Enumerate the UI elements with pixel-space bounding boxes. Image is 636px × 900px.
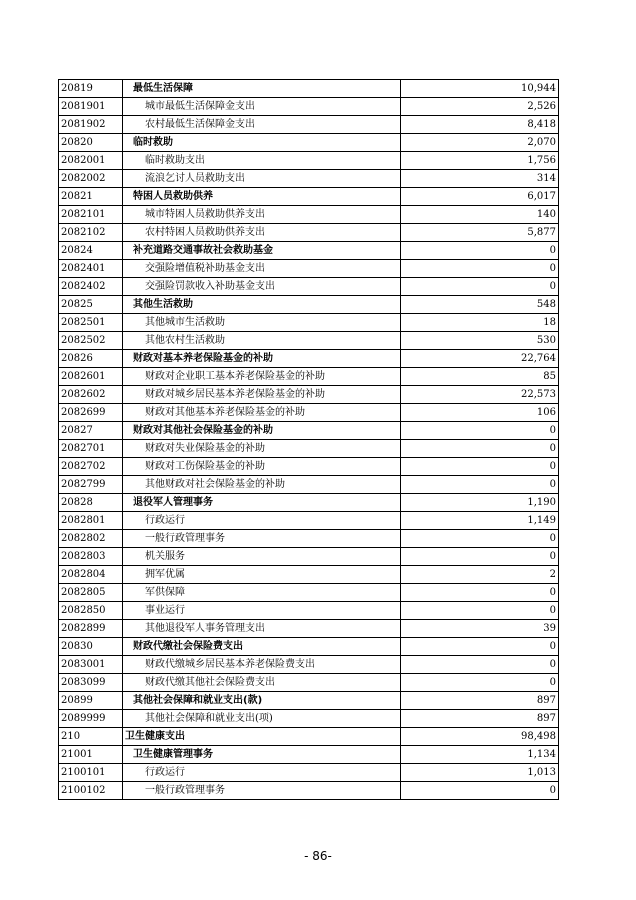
row-name: 财政对工伤保险基金的补助 bbox=[123, 458, 401, 476]
row-code: 2082702 bbox=[59, 458, 123, 476]
table-row bbox=[59, 656, 559, 674]
row-name: 财政代缴其他社会保险费支出 bbox=[123, 674, 401, 692]
row-code: 20828 bbox=[59, 494, 123, 512]
table-row bbox=[59, 350, 559, 368]
row-amount: 548 bbox=[401, 296, 559, 314]
row-name: 一般行政管理事务 bbox=[123, 782, 401, 800]
table-row bbox=[59, 458, 559, 476]
row-name: 一般行政管理事务 bbox=[123, 530, 401, 548]
row-code: 2082805 bbox=[59, 584, 123, 602]
table-row bbox=[59, 206, 559, 224]
row-code: 20824 bbox=[59, 242, 123, 260]
table-row bbox=[59, 692, 559, 710]
row-code: 2082402 bbox=[59, 278, 123, 296]
row-amount: 0 bbox=[401, 602, 559, 620]
row-code: 2100102 bbox=[59, 782, 123, 800]
row-code: 2082502 bbox=[59, 332, 123, 350]
row-name: 行政运行 bbox=[123, 764, 401, 782]
row-name: 退役军人管理事务 bbox=[123, 494, 401, 512]
row-code: 20830 bbox=[59, 638, 123, 656]
row-amount: 8,418 bbox=[401, 116, 559, 134]
row-amount: 6,017 bbox=[401, 188, 559, 206]
row-amount: 0 bbox=[401, 458, 559, 476]
row-code: 2082701 bbox=[59, 440, 123, 458]
row-code: 20827 bbox=[59, 422, 123, 440]
table-row bbox=[59, 368, 559, 386]
row-name: 其他财政对社会保险基金的补助 bbox=[123, 476, 401, 494]
row-name: 其他社会保障和就业支出(项) bbox=[123, 710, 401, 728]
row-code: 2082899 bbox=[59, 620, 123, 638]
table-row bbox=[59, 116, 559, 134]
row-amount: 0 bbox=[401, 242, 559, 260]
row-amount: 0 bbox=[401, 422, 559, 440]
row-code: 2081902 bbox=[59, 116, 123, 134]
table-row bbox=[59, 404, 559, 422]
row-amount: 39 bbox=[401, 620, 559, 638]
row-amount: 10,944 bbox=[401, 80, 559, 98]
row-name: 拥军优属 bbox=[123, 566, 401, 584]
row-name: 交强险增值税补助基金支出 bbox=[123, 260, 401, 278]
row-amount: 1,190 bbox=[401, 494, 559, 512]
row-amount: 1,134 bbox=[401, 746, 559, 764]
row-amount: 314 bbox=[401, 170, 559, 188]
row-amount: 2 bbox=[401, 566, 559, 584]
table-row bbox=[59, 260, 559, 278]
row-amount: 2,070 bbox=[401, 134, 559, 152]
row-code: 20821 bbox=[59, 188, 123, 206]
table-row bbox=[59, 638, 559, 656]
row-name: 农村特困人员救助供养支出 bbox=[123, 224, 401, 242]
table-row bbox=[59, 422, 559, 440]
row-name: 补充道路交通事故社会救助基金 bbox=[123, 242, 401, 260]
row-amount: 0 bbox=[401, 548, 559, 566]
row-code: 2082002 bbox=[59, 170, 123, 188]
table-row bbox=[59, 782, 559, 800]
row-amount: 0 bbox=[401, 476, 559, 494]
row-code: 2083001 bbox=[59, 656, 123, 674]
row-code: 2082804 bbox=[59, 566, 123, 584]
row-name: 城市特困人员救助供养支出 bbox=[123, 206, 401, 224]
row-code: 210 bbox=[59, 728, 123, 746]
table-row bbox=[59, 314, 559, 332]
row-name: 卫生健康支出 bbox=[123, 728, 401, 746]
page-number: - 86- bbox=[304, 849, 332, 863]
table-row bbox=[59, 80, 559, 98]
row-code: 2082102 bbox=[59, 224, 123, 242]
row-name: 农村最低生活保障金支出 bbox=[123, 116, 401, 134]
row-name: 城市最低生活保障金支出 bbox=[123, 98, 401, 116]
row-name: 其他农村生活救助 bbox=[123, 332, 401, 350]
row-name: 财政对基本养老保险基金的补助 bbox=[123, 350, 401, 368]
table-row bbox=[59, 296, 559, 314]
row-name: 财政对城乡居民基本养老保险基金的补助 bbox=[123, 386, 401, 404]
table-row bbox=[59, 728, 559, 746]
row-amount: 0 bbox=[401, 260, 559, 278]
row-name: 其他城市生活救助 bbox=[123, 314, 401, 332]
row-amount: 22,764 bbox=[401, 350, 559, 368]
table-row bbox=[59, 278, 559, 296]
row-amount: 140 bbox=[401, 206, 559, 224]
row-amount: 0 bbox=[401, 278, 559, 296]
row-code: 20899 bbox=[59, 692, 123, 710]
table-row bbox=[59, 152, 559, 170]
row-amount: 2,526 bbox=[401, 98, 559, 116]
row-code: 2082799 bbox=[59, 476, 123, 494]
row-code: 20825 bbox=[59, 296, 123, 314]
row-code: 2081901 bbox=[59, 98, 123, 116]
row-amount: 0 bbox=[401, 638, 559, 656]
table-row bbox=[59, 710, 559, 728]
row-amount: 0 bbox=[401, 674, 559, 692]
row-code: 2082101 bbox=[59, 206, 123, 224]
row-name: 财政代缴社会保险费支出 bbox=[123, 638, 401, 656]
row-amount: 5,877 bbox=[401, 224, 559, 242]
row-amount: 0 bbox=[401, 440, 559, 458]
row-name: 军供保障 bbox=[123, 584, 401, 602]
row-amount: 1,013 bbox=[401, 764, 559, 782]
row-name: 最低生活保障 bbox=[123, 80, 401, 98]
table-row bbox=[59, 494, 559, 512]
row-name: 流浪乞讨人员救助支出 bbox=[123, 170, 401, 188]
row-name: 行政运行 bbox=[123, 512, 401, 530]
table-row bbox=[59, 764, 559, 782]
table-row bbox=[59, 476, 559, 494]
row-name: 其他生活救助 bbox=[123, 296, 401, 314]
row-amount: 0 bbox=[401, 530, 559, 548]
row-code: 20819 bbox=[59, 80, 123, 98]
row-amount: 0 bbox=[401, 656, 559, 674]
row-amount: 1,756 bbox=[401, 152, 559, 170]
row-name: 财政代缴城乡居民基本养老保险费支出 bbox=[123, 656, 401, 674]
row-amount: 106 bbox=[401, 404, 559, 422]
row-amount: 0 bbox=[401, 782, 559, 800]
row-code: 2082001 bbox=[59, 152, 123, 170]
row-code: 2082801 bbox=[59, 512, 123, 530]
table-row bbox=[59, 224, 559, 242]
row-name: 卫生健康管理事务 bbox=[123, 746, 401, 764]
budget-table-body bbox=[59, 80, 559, 800]
row-name: 机关服务 bbox=[123, 548, 401, 566]
row-name: 交强险罚款收入补助基金支出 bbox=[123, 278, 401, 296]
table-row bbox=[59, 440, 559, 458]
table-row bbox=[59, 134, 559, 152]
table-row bbox=[59, 242, 559, 260]
row-name: 临时救助 bbox=[123, 134, 401, 152]
row-code: 2082501 bbox=[59, 314, 123, 332]
table-row bbox=[59, 530, 559, 548]
table-row bbox=[59, 620, 559, 638]
table-row bbox=[59, 512, 559, 530]
row-code: 2082850 bbox=[59, 602, 123, 620]
row-code: 2082699 bbox=[59, 404, 123, 422]
table-row bbox=[59, 548, 559, 566]
row-code: 2082802 bbox=[59, 530, 123, 548]
table-row bbox=[59, 566, 559, 584]
row-code: 20826 bbox=[59, 350, 123, 368]
table-row bbox=[59, 584, 559, 602]
table-row bbox=[59, 746, 559, 764]
row-amount: 1,149 bbox=[401, 512, 559, 530]
row-code: 21001 bbox=[59, 746, 123, 764]
row-amount: 897 bbox=[401, 710, 559, 728]
row-code: 2082803 bbox=[59, 548, 123, 566]
table-row bbox=[59, 332, 559, 350]
table-row bbox=[59, 674, 559, 692]
budget-table bbox=[58, 79, 559, 800]
row-name: 特困人员救助供养 bbox=[123, 188, 401, 206]
table-row bbox=[59, 98, 559, 116]
row-amount: 530 bbox=[401, 332, 559, 350]
row-amount: 22,573 bbox=[401, 386, 559, 404]
row-name: 其他社会保障和就业支出(款) bbox=[123, 692, 401, 710]
row-code: 2082602 bbox=[59, 386, 123, 404]
row-code: 20820 bbox=[59, 134, 123, 152]
row-amount: 98,498 bbox=[401, 728, 559, 746]
row-amount: 18 bbox=[401, 314, 559, 332]
row-code: 2100101 bbox=[59, 764, 123, 782]
row-code: 2082401 bbox=[59, 260, 123, 278]
row-amount: 897 bbox=[401, 692, 559, 710]
table-row bbox=[59, 602, 559, 620]
row-code: 2082601 bbox=[59, 368, 123, 386]
row-code: 2083099 bbox=[59, 674, 123, 692]
row-name: 财政对企业职工基本养老保险基金的补助 bbox=[123, 368, 401, 386]
row-code: 2089999 bbox=[59, 710, 123, 728]
row-name: 事业运行 bbox=[123, 602, 401, 620]
table-row bbox=[59, 386, 559, 404]
row-amount: 85 bbox=[401, 368, 559, 386]
row-name: 财政对其他基本养老保险基金的补助 bbox=[123, 404, 401, 422]
row-amount: 0 bbox=[401, 584, 559, 602]
row-name: 临时救助支出 bbox=[123, 152, 401, 170]
table-row bbox=[59, 170, 559, 188]
row-name: 其他退役军人事务管理支出 bbox=[123, 620, 401, 638]
row-name: 财政对其他社会保险基金的补助 bbox=[123, 422, 401, 440]
table-row bbox=[59, 188, 559, 206]
row-name: 财政对失业保险基金的补助 bbox=[123, 440, 401, 458]
